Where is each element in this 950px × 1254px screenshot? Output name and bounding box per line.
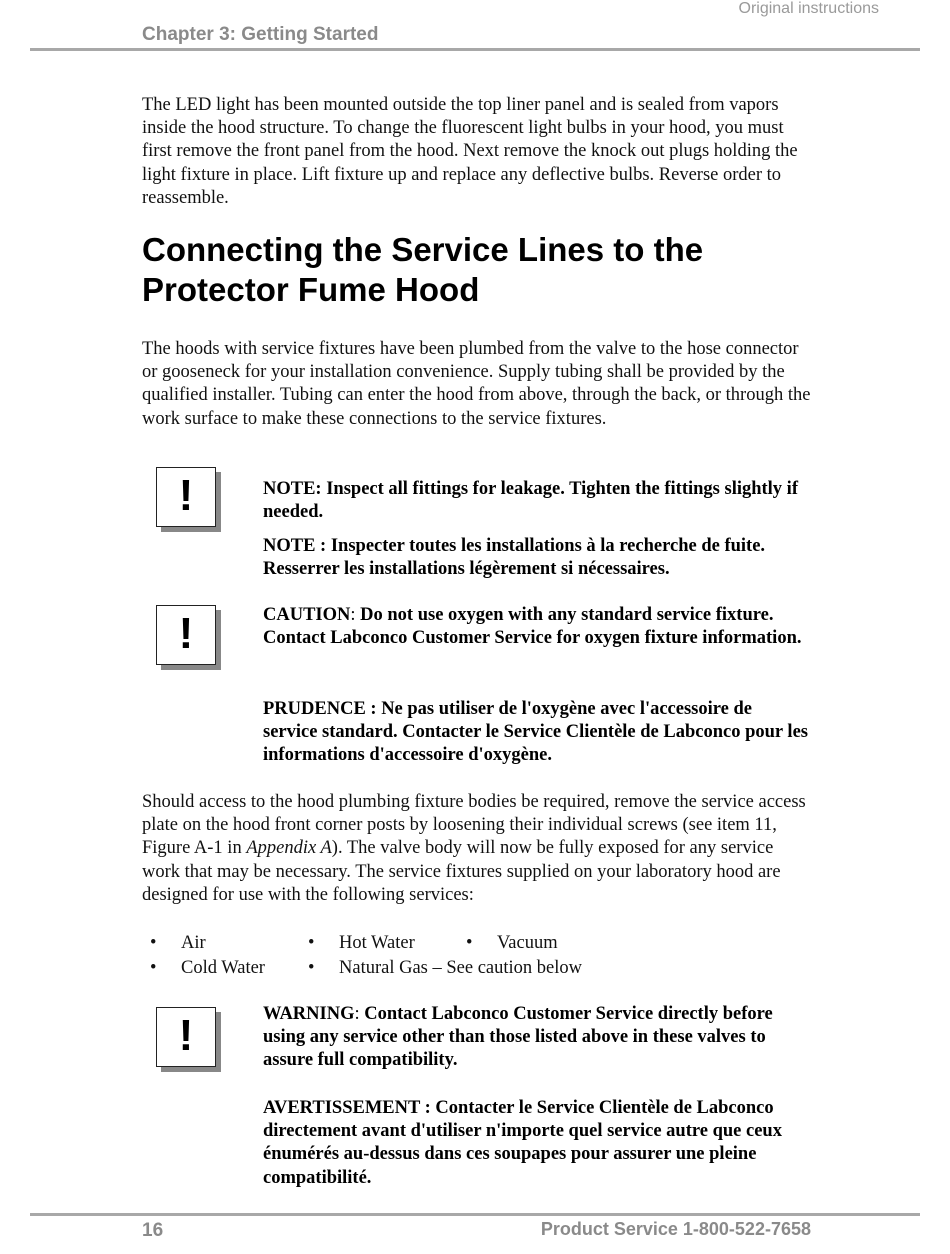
warning-english: WARNING: Contact Labconco Customer Service directly before using any service other than those listed above in these valves to assure full compatibility.: [263, 1004, 773, 1071]
note-english: NOTE: Inspect all fittings for leakage. Tighten the fittings slightly if needed.: [263, 479, 798, 523]
warning-label: WARNING: [263, 1004, 355, 1024]
chapter-title: Chapter 3: Getting Started: [142, 24, 379, 45]
warning-french: AVERTISSEMENT : Contacter le Service Clientèle de Labconco directement avant d'utiliser n'importe quel service autre que ceux énumérés au-dessus dans ces soupapes pour assurer une pleine compatibilité.: [263, 1098, 782, 1188]
caution-label: CAUTION: [263, 605, 351, 625]
caution-text: Do not use oxygen with any standard service fixture. Contact Labconco Customer Service for oxygen fixture information.: [263, 605, 802, 649]
exclamation-icon: !: [156, 467, 216, 527]
original-instructions-label: Original instructions: [738, 0, 879, 17]
list-item: • Hot Water: [308, 933, 415, 953]
list-item: • Vacuum: [466, 933, 558, 953]
list-item: • Natural Gas – See caution below: [308, 958, 582, 978]
appendix-reference: Appendix A: [246, 838, 332, 859]
section-heading-line1: Connecting the Service Lines to the: [142, 231, 704, 268]
service-lines-paragraph: The hoods with service fixtures have been plumbed from the valve to the hose connector or gooseneck for your installation convenience. Supply tubing shall be provided by the qualified installer. Tubing can enter the hood from above, through the back, or through the work surface to make these connections to the service fixtures.: [142, 339, 811, 429]
warning-text: Contact Labconco Customer Service directly before using any service other than those listed above in these valves to assure full compatibility.: [263, 1004, 773, 1071]
section-heading: [142, 230, 842, 310]
exclamation-icon: !: [156, 1007, 216, 1067]
header-rule: [30, 48, 920, 51]
product-service-phone: Product Service 1-800-522-7658: [540, 1219, 811, 1239]
list-item: • Air: [150, 933, 206, 953]
note-french: NOTE : Inspecter toutes les installations à la recherche de fuite. Resserrer les installations légèrement si nécessaires.: [263, 536, 766, 580]
section-heading-line2: Protector Fume Hood: [142, 271, 480, 308]
list-item: • Cold Water: [150, 958, 265, 978]
caution-french: PRUDENCE : Ne pas utiliser de l'oxygène avec l'accessoire de service standard. Contacter le Service Clientèle de Labconco pour les informations d'accessoire d'oxygène.: [263, 699, 808, 766]
caution-english: CAUTION: Do not use oxygen with any standard service fixture. Contact Labconco Customer Service for oxygen fixture information.: [263, 605, 802, 649]
exclamation-icon: !: [156, 605, 216, 665]
page-number: 16: [142, 1220, 164, 1241]
plumbing-access-paragraph: Should access to the hood plumbing fixture bodies be required, remove the service access plate on the hood front corner posts by loosening their individual screws (see item 11, Figure A-1 in Appendix A). The valve body will now be fully exposed for any service work that may be necessary. The service fixtures supplied on your laboratory hood are designed for use with the following services:: [142, 792, 806, 905]
footer-rule: [30, 1213, 920, 1216]
intro-paragraph: The LED light has been mounted outside the top liner panel and is sealed from vapors inside the hood structure. To change the fluorescent light bulbs in your hood, you must first remove the front panel from the hood. Next remove the knock out plugs holding the light fixture in place. Lift fixture up and replace any deflective bulbs. Reverse order to reassemble.: [142, 95, 798, 208]
